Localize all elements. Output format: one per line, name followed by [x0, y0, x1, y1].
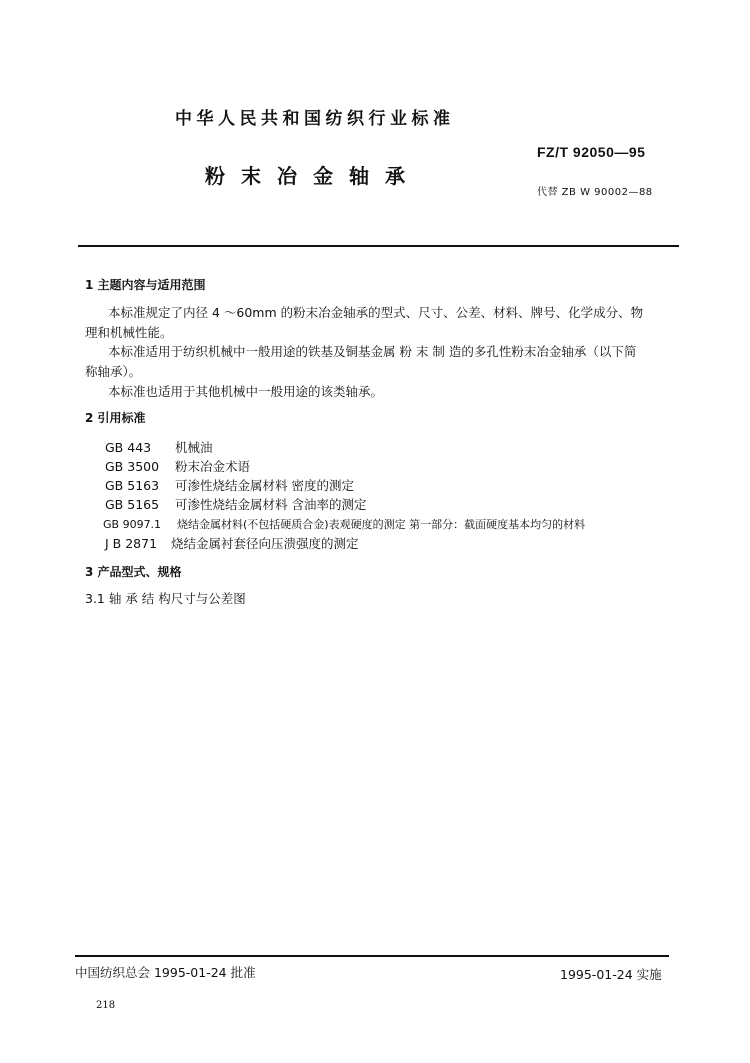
section-1-para-1-line-1: 本标准规定了内径 4 ～60mm 的粉末冶金轴承的型式、尺寸、公差、材料、牌号、化学成分、物: [108, 305, 644, 320]
reference-title: 可渗性烧结金属材料 密度的测定: [175, 478, 354, 493]
reference-item: [105, 534, 359, 552]
reference-item: [105, 438, 213, 456]
reference-code: GB 5163: [105, 478, 160, 493]
section-3-heading: 3 产品型式、规格: [85, 565, 182, 579]
header-divider: [78, 245, 679, 247]
reference-title: 烧结金属衬套径向压溃强度的测定: [171, 536, 359, 551]
reference-code: GB 5165: [105, 497, 160, 512]
replaces-code: 代替 ZB W 90002—88: [537, 187, 653, 198]
reference-code: GB 443: [105, 440, 152, 455]
standard-code: FZ/T 92050—95: [537, 144, 646, 160]
section-1-para-2-line-1: 本标准适用于纺织机械中一般用途的铁基及铜基金属 粉 末 制 造的多孔性粉末冶金轴承（以下简: [108, 344, 637, 359]
reference-item: [103, 516, 585, 532]
effective-date-line: 1995-01-24 实施: [560, 967, 662, 982]
reference-item: [105, 457, 250, 475]
reference-title: 烧结金属材料(不包括硬质合金)表观硬度的测定 第一部分：截面硬度基本均匀的材料: [177, 518, 586, 531]
page-number: 218: [96, 1000, 116, 1011]
approval-line: 中国纺织总会 1995-01-24 批准: [75, 965, 256, 980]
reference-title: 机械油: [175, 440, 213, 455]
section-1-heading: 1 主题内容与适用范围: [85, 278, 206, 292]
reference-item: [105, 476, 354, 494]
reference-code: GB 3500: [105, 459, 160, 474]
footer-divider: [75, 955, 669, 957]
document-title: 粉末冶金轴承: [205, 164, 421, 188]
section-3-1-heading: 3.1 轴 承 结 构尺寸与公差图: [85, 591, 246, 606]
section-1-para-2-line-2: 称轴承）。: [85, 364, 142, 379]
section-1-para-1-line-2: 理和机械性能。: [85, 325, 173, 340]
section-1-para-3: 本标准也适用于其他机械中一般用途的该类轴承。: [108, 384, 384, 399]
reference-code: J B 2871: [105, 536, 158, 551]
reference-code: GB 9097.1: [103, 518, 162, 531]
section-2-heading: 2 引用标准: [85, 411, 146, 425]
reference-title: 可渗性烧结金属材料 含油率的测定: [175, 497, 367, 512]
reference-title: 粉末冶金术语: [175, 459, 251, 474]
org-title: 中华人民共和国纺织行业标准: [175, 109, 455, 129]
reference-item: [105, 495, 366, 513]
